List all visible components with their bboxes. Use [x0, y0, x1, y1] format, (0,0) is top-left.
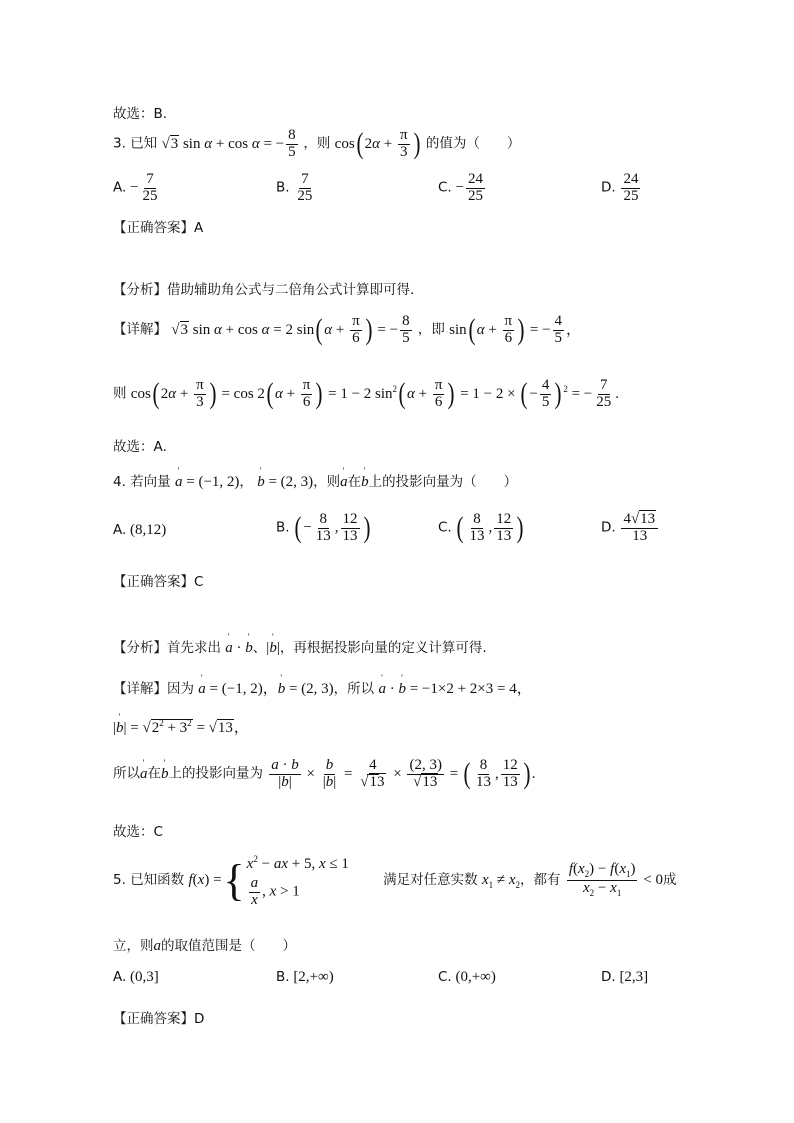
- q4-analysis: 【分析】首先求出 ' a · ' b、|' b|，再根据投影向量的定义计算可得.: [113, 636, 487, 657]
- q3-given-expression: √ 3 sin α + cos α = − $\frac{8}{5}$: [161, 136, 303, 152]
- q3-number: 3.: [113, 135, 126, 152]
- q3-analysis: 【分析】借助辅助角公式与二倍角公式计算即可得.: [113, 282, 415, 298]
- q5-stem-line2: 立，则a的取值范围是（ ）: [113, 938, 296, 954]
- q4-stem: 4. 若向量 ' a = (−1, 2)， ' b = (2, 3)，则' a在' b上的投影向量为（ ）: [113, 470, 517, 491]
- q3-option-c: C. − $\frac{24}{25}$: [438, 171, 483, 204]
- q4-conclusion: 故选：C: [113, 824, 163, 840]
- q3-stem-prefix: 已知: [130, 135, 158, 152]
- q3-answer: 【正确答案】A: [113, 220, 204, 236]
- q4-option-d: D. $\frac{4√ 13}{13}$: [601, 512, 660, 545]
- q4-vector-a: ' a = (−1, 2): [175, 474, 239, 490]
- q4-option-a: A. (8,12): [113, 522, 167, 538]
- q5-option-a: A. (0,3]: [113, 969, 159, 985]
- q5-option-b: B. [2,+∞): [276, 969, 334, 985]
- q3-stem-suffix: 的值为（ ）: [425, 135, 521, 152]
- q4-vector-b: ' b = (2, 3): [257, 474, 313, 490]
- q4-answer: 【正确答案】C: [113, 574, 204, 590]
- q5-option-d: D. [2,3]: [601, 969, 649, 985]
- q3-detail-expr2: sin( α + $\frac{\pi}{6}$ ) = − $\frac{4}{5}$ ，: [449, 313, 582, 347]
- q3-stem: [113, 128, 520, 161]
- q4-option-b: B. ( − $\frac{8}{13}$ , $\frac{12}{13}$ ): [276, 511, 371, 545]
- q5-piecewise-function: f ( x ) = { $x^2$ − ax + 5, x ≤ 1 $\frac{a}{x}$ , x > 1: [188, 854, 349, 908]
- q3-detail-line2: 则 cos( 2α + $\frac{\pi}{3}$ ) = cos 2( α + $\frac{\pi}{6}$ ) = 1 − 2 $\sin^2$( α + $\frac{\pi}{6}$ ) = 1 − 2 × ( − $\frac{4}{5}$ ) $^2$ = − $\frac{7}{25}$ .: [113, 377, 619, 411]
- q5-answer: 【正确答案】D: [113, 1011, 205, 1027]
- q5-stem-line1: 5. 已知函数 f ( x ) = { $x^2$ − ax + 5, x ≤ 1 $\frac{a}{x}$ , x > 1 满足对任意实数 $x_1 \ne x_2$，都有 $\frac{f(x_2) - f(x_1)}{x_2 - x_1}$ < 0成: [113, 854, 677, 908]
- q3-stem-mid: ，则: [303, 135, 331, 152]
- q3-option-a: A. − $\frac{7}{25}$: [113, 171, 158, 204]
- q4-detail-line3: 所以' a在' b上的投影向量为 $\frac{a \cdot b}{|b|}$ × $\frac{b}{|b|}$ = 4 √ 13 × (2, 3) √ 13 = ( $\frac{8}{13}$ , $\frac{12}{13}$ ) .: [113, 758, 535, 791]
- q3-detail-expr3: cos( 2α + $\frac{\pi}{3}$ ) = cos 2( α + $\frac{\pi}{6}$ ) = 1 − 2 $\sin^2$( α + $\frac{\pi}{6}$ ) = 1 − 2 × ( − $\frac{4}{5}$ ) $^2$ = − $\frac{7}{25}$ .: [130, 377, 619, 411]
- previous-conclusion: 故选：B.: [113, 106, 168, 122]
- q4-detail-line2: |' b| = √ $2^2 + 3^2$ = √ 13，: [113, 716, 249, 737]
- q3-conclusion: 故选：A.: [113, 439, 167, 455]
- q3-option-d: D. $\frac{24}{25}$: [601, 171, 639, 204]
- q4-option-c: C. ( $\frac{8}{13}$ , $\frac{12}{13}$ ): [438, 511, 524, 545]
- q3-option-b: B. $\frac{7}{25}$: [276, 171, 313, 204]
- q3-target-expression: cos( 2α + $\frac{\pi}{3}$ ): [334, 127, 421, 161]
- q5-option-c: C. (0,+∞): [438, 969, 496, 985]
- q4-detail-line1: 【详解】因为 ' a = (−1, 2)，' b = (2, 3)，所以 ' a · ' b = −1×2 + 2×3 = 4，: [113, 677, 532, 698]
- q3-detail-expr1: √ 3 sin α + cos α = 2 sin( α + $\frac{\pi}{6}$ ) = − $\frac{8}{5}$: [171, 322, 413, 338]
- q3-detail-line1: 【详解】 √ 3 sin α + cos α = 2 sin( α + $\frac{\pi}{6}$ ) = − $\frac{8}{5}$ ，即 sin( α + $\frac{\pi}{6}$ ) = − $\frac{4}{5}$ ，: [113, 314, 581, 347]
